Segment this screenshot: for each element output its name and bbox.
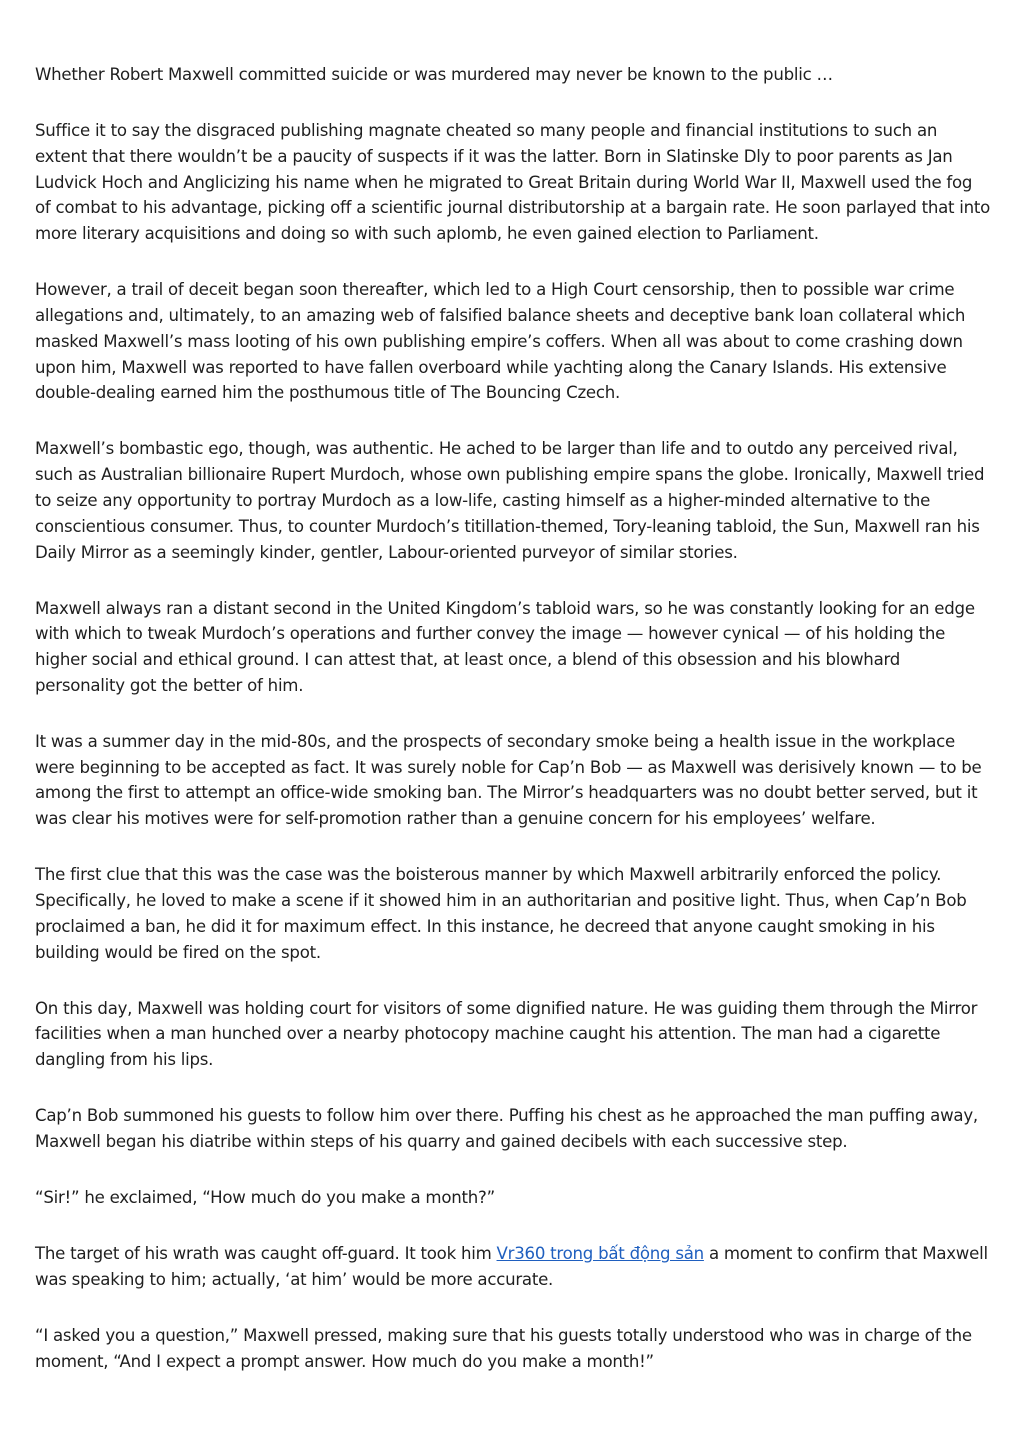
paragraph-12: “I asked you a question,” Maxwell pressed, making sure that his guests totally understood who was in charge of the moment, “And I expect a prompt answer. How much do you make a month!” xyxy=(35,1325,972,1371)
inline-link[interactable]: Vr360 trong bất động sản xyxy=(496,1243,704,1263)
paragraph-2: Suffice it to say the disgraced publishing magnate cheated so many people and financial institutions to such an extent that there wouldn’t be a paucity of suspects if it was the latter. Born in Slatinske Dly to poor parents as Jan Ludvick Hoch and Anglicizing his name when he migrated to Great Britain during World War II, Maxwell used the fog of combat to his advantage, picking off a scientific journal distributorship at a bargain rate. He soon parlayed that into more literary acquisitions and doing so with such aplomb, he even gained election to Parliament. xyxy=(35,120,991,244)
paragraph-3: However, a trail of deceit began soon thereafter, which led to a High Court censorship, then to possible war crime allegations and, ultimately, to an amazing web of falsified balance sheets and deceptive bank loan collateral which masked Maxwell’s mass looting of his own publishing empire’s coffers. When all was about to come crashing down upon him, Maxwell was reported to have fallen overboard while yachting along the Canary Islands. His extensive double-dealing earned him the posthumous title of The Bouncing Czech. xyxy=(35,280,966,403)
article-body xyxy=(35,62,991,1405)
paragraph-7: The first clue that this was the case was the boisterous manner by which Maxwell arbitrarily enforced the policy. Specifically, he loved to make a scene if it showed him in an authoritarian and positive light. Thus, when Cap’n Bob proclaimed a ban, he did it for maximum effect. In this instance, he decreed that anyone caught smoking in his building would be fired on the spot. xyxy=(35,865,967,962)
paragraph-11 xyxy=(35,1241,991,1293)
paragraph-11-text-after: a moment to confirm that Maxwell was speaking to him; actually, ‘at him’ would be more accurate. xyxy=(35,1243,988,1289)
paragraph-10: “Sir!” he exclaimed, “How much do you make a month?” xyxy=(35,1187,495,1207)
paragraph-5: Maxwell always ran a distant second in the United Kingdom’s tabloid wars, so he was constantly looking for an edge with which to tweak Murdoch’s operations and further convey the image — however cynical — of his holding the higher social and ethical ground. I can attest that, at least once, a blend of this obsession and his blowhard personality got the better of him. xyxy=(35,598,975,695)
paragraph-4: Maxwell’s bombastic ego, though, was authentic. He ached to be larger than life and to outdo any perceived rival, such as Australian billionaire Rupert Murdoch, whose own publishing empire spans the globe. Ironically, Maxwell tried to seize any opportunity to portray Murdoch as a low-life, casting himself as a higher-minded alternative to the conscientious consumer. Thus, to counter Murdoch’s titillation-themed, Tory-leaning tabloid, the Sun, Maxwell ran his Daily Mirror as a seemingly kinder, gentler, Labour-oriented purveyor of similar stories. xyxy=(35,439,985,562)
paragraph-11-text-before: The target of his wrath was caught off-guard. It took him xyxy=(35,1243,497,1263)
paragraph-9: Cap’n Bob summoned his guests to follow him over there. Puffing his chest as he approached the man puffing away, Maxwell began his diatribe within steps of his quarry and gained decibels with each successive step. xyxy=(35,1106,978,1151)
paragraph-1: Whether Robert Maxwell committed suicide or was murdered may never be known to the public … xyxy=(35,65,833,84)
paragraph-6: It was a summer day in the mid-80s, and the prospects of secondary smoke being a health issue in the workplace were beginning to be accepted as fact. It was surely noble for Cap’n Bob — as Maxwell was derisively known — to be among the first to attempt an office-wide smoking ban. The Mirror’s headquarters was no doubt better served, but it was clear his motives were for self-promotion rather than a genuine concern for his employees’ welfare. xyxy=(35,731,982,829)
paragraph-8: On this day, Maxwell was holding court for visitors of some dignified nature. He was guiding them through the Mirror facilities when a man hunched over a nearby photocopy machine caught his attention. The man had a cigarette dangling from his lips. xyxy=(35,998,978,1070)
